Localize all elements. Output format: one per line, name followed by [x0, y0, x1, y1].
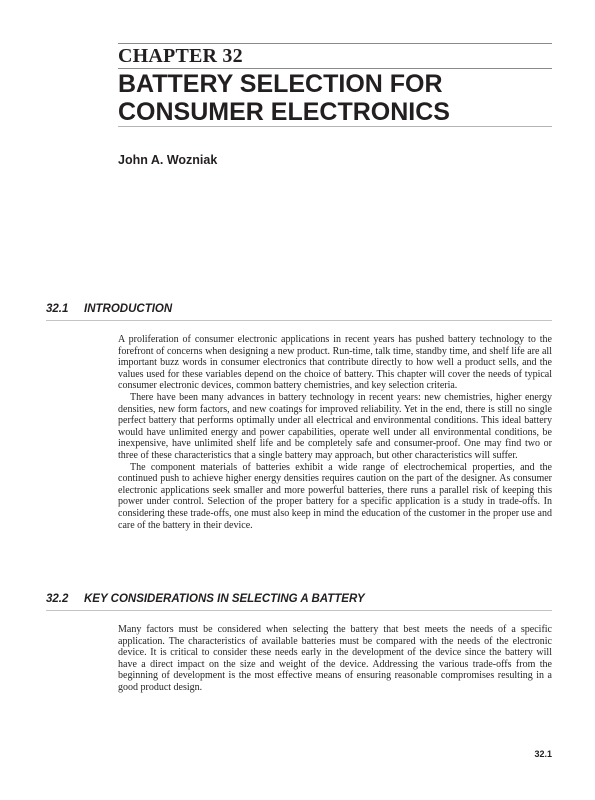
chapter-label: CHAPTER 32	[118, 45, 243, 67]
section-number: 32.1	[46, 303, 69, 315]
paragraph: A proliferation of consumer electronic applications in recent years has pushed battery technology to the forefront of concerns when designing a new product. Run-time, talk time, standby time, and shelf life are all important buzz words in consumer electronics that contribute directly to how well a product sells, and the values used for these variables depend on the choice of battery. This chapter will cover the needs of typical consumer electronic devices, common battery chemistries, and key selection criteria.	[118, 334, 552, 392]
paragraph: Many factors must be considered when selecting the battery that best meets the needs of a specific application. The characteristics of available batteries must be compared with the needs of the electronic device. It is critical to consider these needs early in the development of the device since the battery will have a direct impact on the size and weight of the device. Addressing the various trade-offs from the beginning of development is the most effective means of ensuring reasonable compromises resulting in a good product design.	[118, 624, 552, 693]
chapter-title	[118, 70, 558, 126]
title-rule	[118, 126, 552, 127]
section-heading-key-considerations	[46, 593, 365, 605]
author-name: John A. Wozniak	[118, 153, 218, 167]
section-number: 32.2	[46, 593, 69, 605]
section-rule	[46, 320, 552, 321]
paragraph: The component materials of batteries exhibit a wide range of electrochemical properties, and the continued push to achieve higher energy densities requires caution on the part of the designer. As consumer electronic applications seek smaller and more powerful batteries, there runs a parallel risk of keeping this power under control. Selection of the proper battery for a specific application is a study in trade-offs. In considering these trade-offs, one must also keep in mind the education of the customer in the proper use and care of the battery in their device.	[118, 461, 552, 531]
section-body-key-considerations	[118, 624, 552, 694]
paragraph: There have been many advances in battery technology in recent years: new chemistries, higher energy densities, new form factors, and new coatings for improved reliability. Yet in the end, there is still no single perfect battery that performs optimally under all electrical and environmental conditions. This ideal battery would have unlimited energy and power capabilities, operate well under all environmental conditions, be inexpensive, have unlimited shelf life and be completely safe and consumer-proof. One may find two or three of these characteristics that a single battery may approach, but other characteristics will suffer.	[118, 391, 552, 461]
section-body-introduction	[118, 334, 552, 531]
section-title: KEY CONSIDERATIONS IN SELECTING A BATTERY	[84, 593, 365, 605]
section-title: INTRODUCTION	[84, 303, 173, 315]
section-heading-introduction	[46, 303, 172, 315]
page-number: 32.1	[534, 749, 552, 759]
section-rule	[46, 610, 552, 611]
chapter-rule	[118, 68, 552, 69]
top-rule	[118, 43, 552, 44]
chapter-title-line-1: BATTERY SELECTION FOR	[118, 70, 443, 98]
chapter-title-line-2: CONSUMER ELECTRONICS	[118, 98, 450, 126]
